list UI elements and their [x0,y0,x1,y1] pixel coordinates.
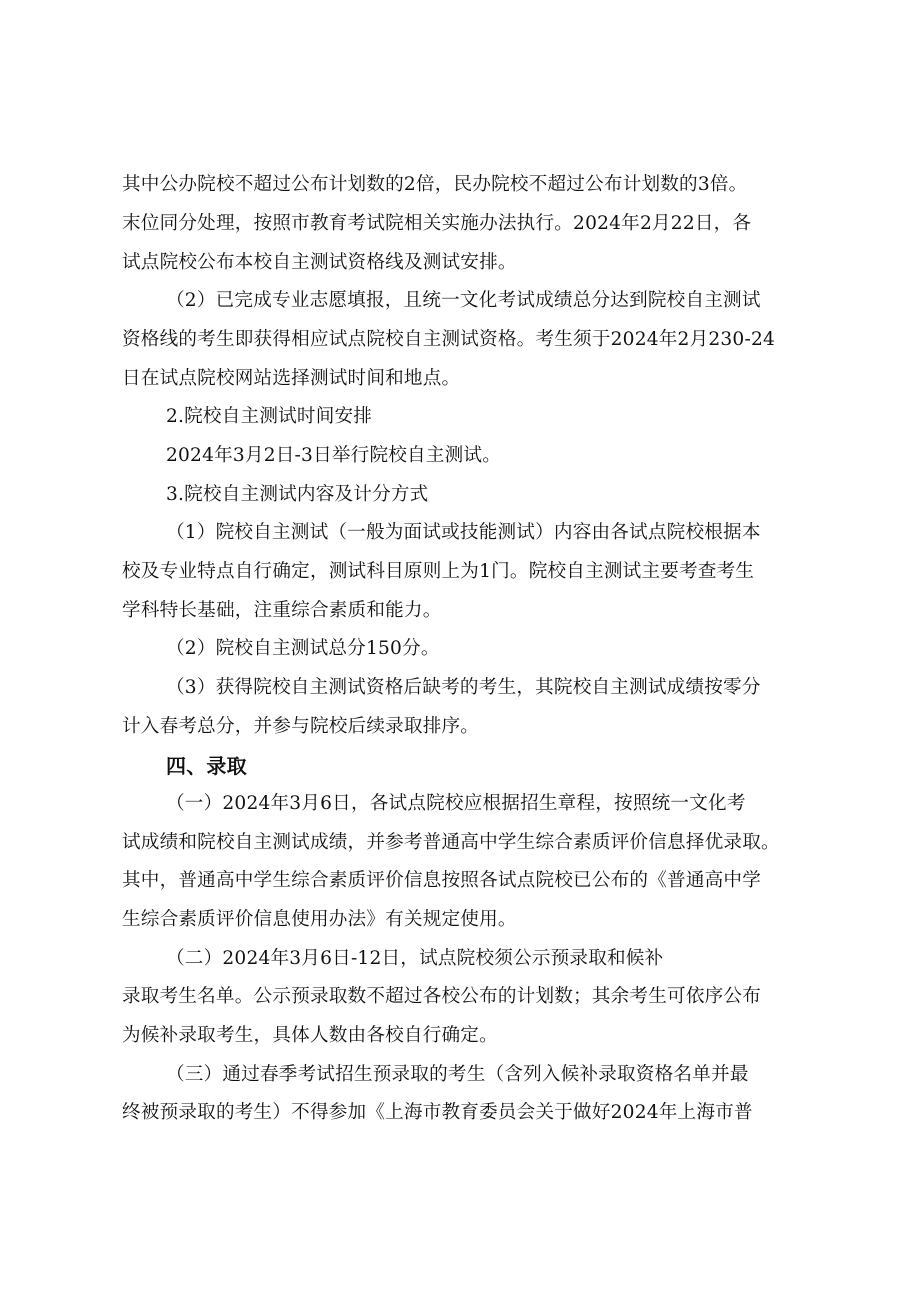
body-text-line: （三）通过春季考试招生预录取的考生（含列入候补录取资格名单并最 [166,1064,749,1085]
body-text-line: 录取考生名单。公示预录取数不超过各校公布的计划数；其余考生可依序公布 [122,986,761,1007]
body-text-line: （1）院校自主测试（一般为面试或技能测试）内容由各试点院校根据本 [166,522,761,543]
body-text-line: 试点院校公布本校自主测试资格线及测试安排。 [122,252,517,273]
body-text-line: （3）获得院校自主测试资格后缺考的考生，其院校自主测试成绩按零分 [166,677,761,698]
section-heading: 四、录取 [166,754,247,778]
body-text-line: （2）院校自主测试总分150分。 [166,638,440,659]
body-text-line: （一）2024年3月6日，各试点院校应根据招生章程，按照统一文化考 [166,793,746,814]
body-text-line: （二）2024年3月6日-12日，试点院校须公示预录取和候补 [166,948,664,969]
body-text-line: （2）已完成专业志愿填报，且统一文化考试成绩总分达到院校自主测试 [166,290,761,311]
body-text-line: 学科特长基础，注重综合素质和能力。 [122,600,442,621]
body-text-line: 其中，普通高中学生综合素质评价信息按照各试点院校已公布的《普通高中学 [122,870,761,891]
body-text-line: 校及专业特点自行确定，测试科目原则上为1门。院校自主测试主要考查考生 [122,561,755,582]
body-text-line: 生综合素质评价信息使用办法》有关规定使用。 [122,909,517,930]
body-text-line: 为候补录取考生，具体人数由各校自行确定。 [122,1025,498,1046]
body-text-line: 终被预录取的考生）不得参加《上海市教育委员会关于做好2024年上海市普 [122,1102,753,1123]
body-text-line: 末位同分处理，按照市教育考试院相关实施办法执行。2024年2月22日，各 [122,213,752,234]
body-text-line: 资格线的考生即获得相应试点院校自主测试资格。考生须于2024年2月230-24 [122,329,776,350]
body-text-line: 2024年3月2日-3日举行院校自主测试。 [166,445,502,466]
section-subtitle: 2.院校自主测试时间安排 [166,406,373,427]
section-subtitle: 3.院校自主测试内容及计分方式 [166,484,429,505]
body-text-line: 日在试点院校网站选择测试时间和地点。 [122,368,461,389]
body-text-line: 计入春考总分，并参与院校后续录取排序。 [122,716,480,737]
body-text-line: 其中公办院校不超过公布计划数的2倍，民办院校不超过公布计划数的3倍。 [122,174,748,195]
body-text-line: 试成绩和院校自主测试成绩，并参考普通高中学生综合素质评价信息择优录取。 [122,832,780,853]
